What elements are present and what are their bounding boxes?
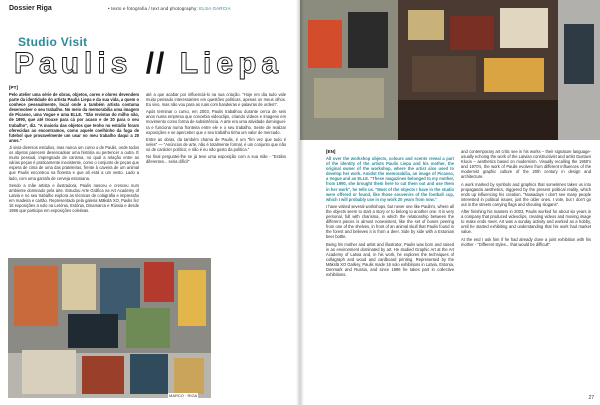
right-page <box>300 0 600 405</box>
artwork <box>68 314 118 348</box>
paragraph: "These magazines belonged to my mother, from 1990, she brought them here to cut them out and use them in her work", he tells us. "Most of the objects I have in the studio were offered or found, like those souvenirs of the football cup, which I will probably use in my work 20 years from now." <box>326 176 454 202</box>
poster <box>412 56 476 92</box>
shelf <box>398 100 558 140</box>
lead-paragraph-en: All over the workshop objects, colours and scents reveal a part of the identity of the artists Paulis Liepa and his mother, the original owner of the workshop, where the artist also used to develop her work. Amidst the memorabilia, an image of Picasso, a Vogue and an ELLE. <box>326 156 454 182</box>
poster <box>314 78 384 118</box>
poster <box>348 12 388 68</box>
paragraph: Sendo a mãe artista e ilustradora, Paulis nasceu e cresceu num ambiente dominado pela arte. Estudou Arte Gráfica na Art Academy of Latvia e no seu trabalho explora as técnicas de colagrafia e impressão em madeira e cartão. Representado pela galeria Mākslā XO, Paulis fez 16 exposições a solo na Letónia, Estónia, Dinamarca e Rússia e desde 1996 que participa em exposições coletivas. <box>9 182 139 214</box>
artwork <box>82 356 124 394</box>
byline-name: ELSA GARCIA <box>199 6 231 11</box>
poster <box>408 10 444 40</box>
paragraph: até a que acabar por influenciá-lo na sua criação. "Hoje em dia tudo vale muito pensado interessantes em questões políticas, apenas os meus olhos. Eu vivo, mas não vou para as ruas com bandeiras e palavras de ordem". <box>146 92 286 108</box>
poster <box>484 58 544 92</box>
paragraph: A work marked by symbols and graphics that sometimes takes us into propaganda aesthetics, triggered by the present political reality, which ends up influencing his creation. "Nowadays I don't see many people interested in political issues, just the older ones. I vote, but I don't go out in the streets carrying flags and shouting slogans". <box>461 181 591 207</box>
kicker: Studio Visit <box>18 35 88 49</box>
section-label: Dossier Riga <box>9 5 52 12</box>
paragraph: At the end I ask him if he had already done a joint exhibition with his mother - "Different styles... that would be difficult". <box>461 236 591 247</box>
paragraph: I have visited several workshops, but never one like Paulis's, where all the objects seem to start a story or to belong to another one. It is very personal, full with charisma, in which the relationship between the different pieces is almost nonexistent, like the set of bones peering from one of the shelves, in front of an animal skull that Paulis found in the forest and believes it is from a deer. Side by side with a Estonian beer bottle. <box>326 203 454 240</box>
spine-shadow <box>296 0 304 405</box>
text-column-en-1 <box>326 156 454 398</box>
artwork <box>22 350 76 394</box>
paragraph: No final perguntei-lhe se já teve uma exposição com a sua mãe - "Estilos diferentes... seria difícil" <box>146 154 286 165</box>
paragraph: After finishing his masters in 2003, Paulis worked for about six years in a company that produced videoclips, creating videos and moving image to make ends meet. Art was a sunday activity and worked as a hobby, until he started exhibiting and understanding that his work had market value. <box>461 209 591 235</box>
page-title <box>14 47 283 81</box>
artwork <box>126 308 170 348</box>
text-column-pt-2 <box>146 92 286 252</box>
title-part-1: Paulis <box>14 47 133 80</box>
poster <box>308 20 342 68</box>
lead-paragraph-pt: Pelo atelier uma série de obras, objetos, cores e olores devendem parte da identidade do artista Paulis Liepa e da sua vida, a quem o conhece pessoalmente, local onde a também artista costuma desenvolver o seu trabalho. No meio da memorabilia uma imagem de Picasso, uma Vogue e uma ELLE. <box>9 92 139 118</box>
paragraph: "São revistas do milho não, de 1990, que até trouxe para cá por acaso e de 20 para o seu trabalho", diz. "A maioria das objetos que tenho no estúdio foram oferecidas ao encontramos, como aquele coelhinho da fuga de futebol que provavelmente um usar no meu trabalho daqui a 20 anos." <box>9 112 139 143</box>
byline-prefix: • texto e fotografia / text and photography: <box>108 6 198 11</box>
paragraph: Após terminar o curso, em 2003, Paulis trabalhou durante cerca de seis anos numa empresa que concebia videoclips, criando vídeos e imagens em movimento como forma de subsistência. A arte era uma atividade dominguei-ra e funciona numa fronteira entre ele e o seu trabalho. Sente de realizar exposições e se aperceber que o seu trabalho tinha um valor de mercado. <box>146 109 286 135</box>
artwork <box>14 266 58 326</box>
paragraph: Being his mother and artist and illustrator, Paulis was born and raised in an environment dominated by art. He studied Graphic Art at the Art Academy of Latvia and, in his work, he explores the techniques of collagraph and wood and cardboard printing. Represented by the Mākslā XO Gallery, Paulis made 16 solo exhibitions in Latvia, Estonia, Denmark and Russia, and since 1996 he takes part in collective exhibitions. <box>326 241 454 278</box>
title-part-2: Liepa <box>179 47 284 80</box>
paragraph: and contemporary art critic see in his works – their signature language-usually echoing the work of the Latvian constructivist and artist Gustavs Klucis – aesthetics based on modernism. Visually recalling the 1960's and 1970's, the work of Paulis evolves from different influences of the modernist graphic culture of the 20th century in design and architecture. <box>461 149 591 180</box>
text-column-pt-1 <box>9 92 139 252</box>
text-column-en-2 <box>461 149 591 389</box>
studio-photo <box>8 258 211 398</box>
language-tag-pt: [PT] <box>9 85 18 90</box>
paragraph: Entre as obras, da também chama de Paulis, é um "fim vez que tudo é neles" — "Anúncios de arte, não é totalmente formal, é um conjunto que não só de carácter político; e não é eu não gosto da política." <box>146 136 286 152</box>
artwork <box>62 264 96 310</box>
artwork <box>144 262 174 302</box>
byline <box>108 6 231 11</box>
title-separator: // <box>145 47 167 80</box>
artwork <box>174 358 204 394</box>
artwork <box>178 270 206 326</box>
artwork <box>130 354 168 394</box>
poster <box>500 8 548 48</box>
paragraph: Ji vivia diversos estúdios, mas nunca um como o de Paulis, onde todos os objetos parecem desencadear uma história ou pertencer a outra. É muito pessoal, impregnado de carisma, no qual a relação entre as várias peças é praticamente inexistente, como o conjunto de peças que espera de cima de uma das prateleiras, frente à caveira de um animal que Paulis encontrou na floresta e que ali está a um vesto. Lado a lado, com uma garrafa de cerveja estoniana. <box>9 144 139 181</box>
page-number: 27 <box>588 395 594 401</box>
language-tag-en: [EN] <box>326 149 336 154</box>
photo-credit: MARCO · RIGA <box>169 393 198 398</box>
studio-photo-right <box>300 0 600 140</box>
poster <box>450 16 494 50</box>
poster <box>564 24 594 84</box>
